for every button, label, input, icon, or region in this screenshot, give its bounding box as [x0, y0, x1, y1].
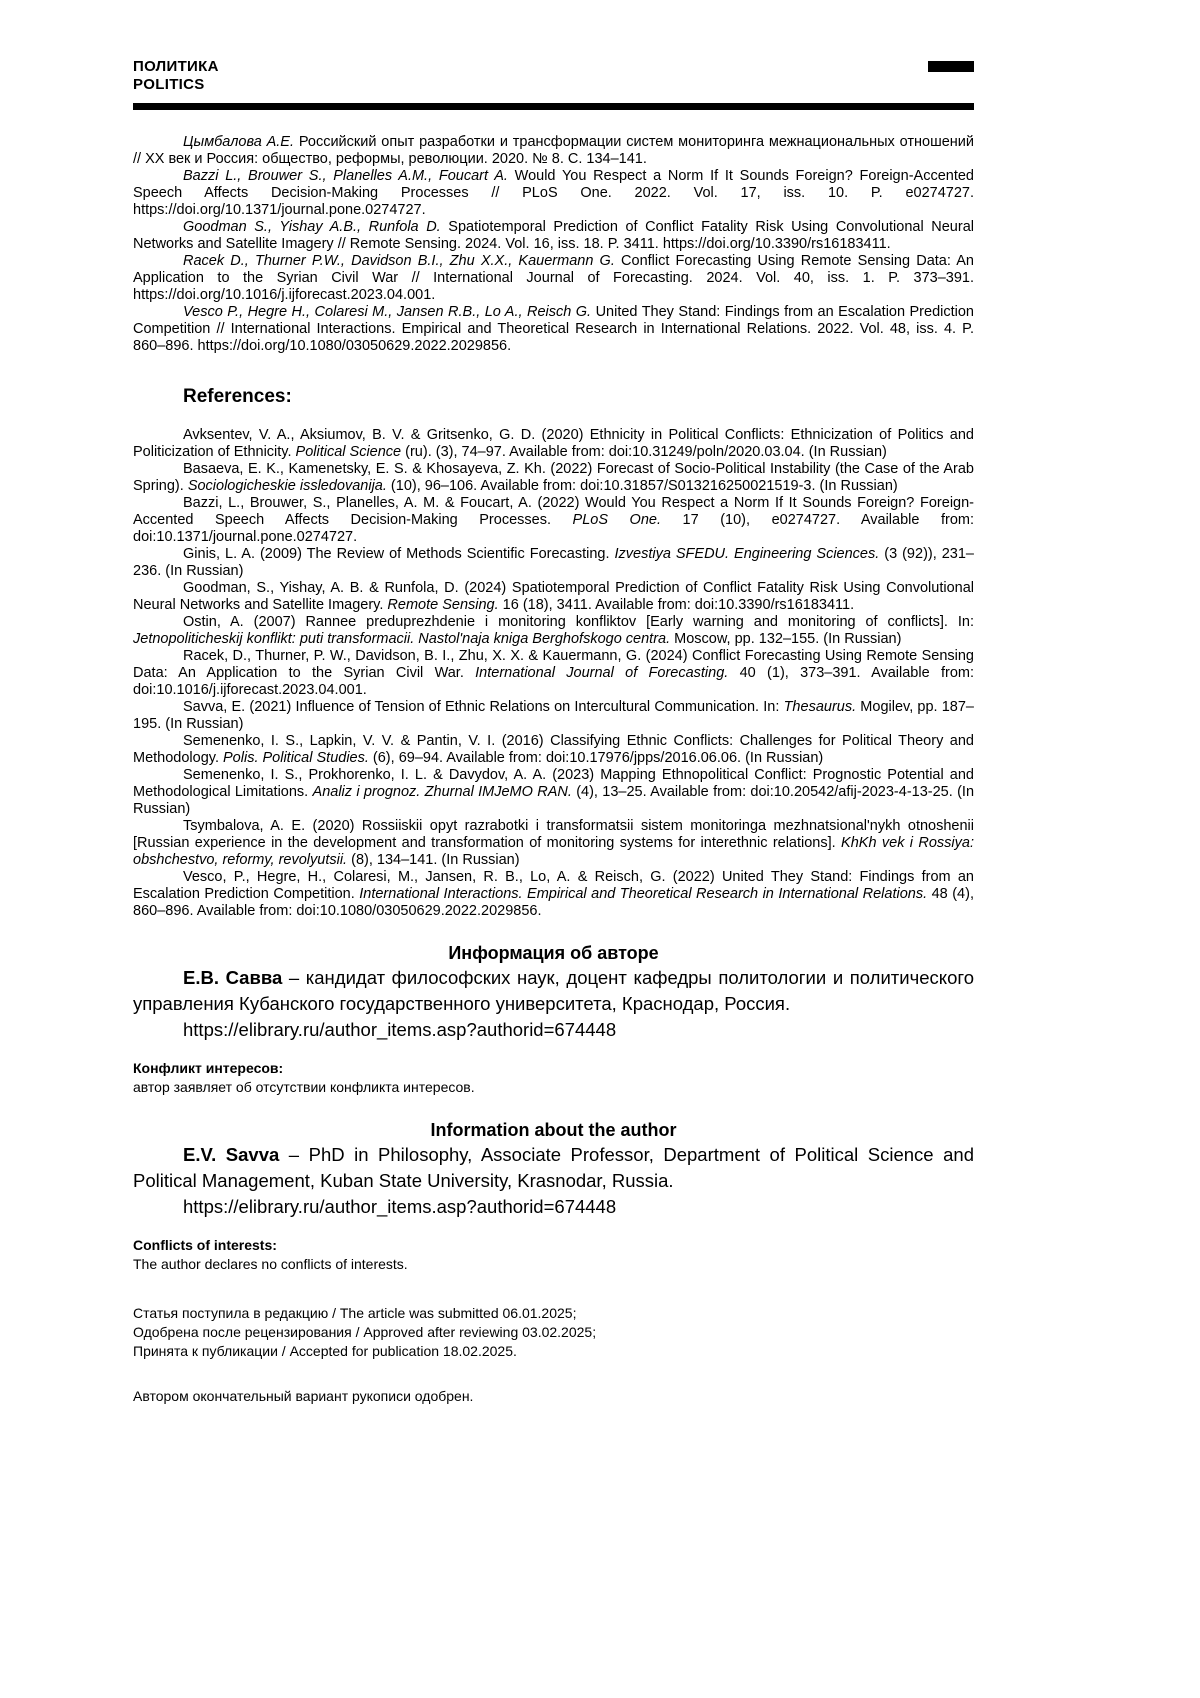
text-segment: Basaeva, E. K., Kamenetsky, E. S. & Khosayeva, Z. Kh. (2022) Forecast of Socio-Political Instability (the Case of the Arab Spring).	[133, 461, 974, 494]
author-profile-url-ru[interactable]: https://elibrary.ru/author_items.asp?authorid=674448	[183, 1019, 617, 1040]
text-segment: Moscow, pp. 132–155. (In Russian)	[670, 631, 902, 647]
references-list	[133, 427, 974, 920]
conflict-of-interest-en	[133, 1236, 974, 1274]
text-segment: Российский опыт разработки и трансформации систем мониторинга межнациональных отношений // XX век и Россия: общество, реформы, революции. 2020. № 8. С. 134–141.	[133, 134, 974, 167]
author-info-en-heading: Information about the author	[430, 1120, 677, 1140]
text-segment: (10), 96–106. Available from: doi:10.31857/S013216250021519-3. (In Russian)	[386, 478, 898, 494]
text-segment: Goodman, S., Yishay, A. B. & Runfola, D. (2024) Spatiotemporal Prediction of Conflict Fatality Risk Using Convolutional Neural Networks and Satellite Imagery.	[133, 580, 974, 613]
text-segment: Racek D., Thurner P.W., Davidson B.I., Zhu X.X., Kauermann G.	[183, 253, 615, 269]
text-segment: Jetnopoliticheskij konflikt: puti transformacii. Nastol'naja kniga Berghofskogo centra.	[133, 631, 671, 647]
text-segment: (3 (92)), 231–236. (In Russian)	[133, 546, 974, 579]
text-segment: KhKh vek i Rossiya: obshchestvo, reformy, revolyutsii.	[133, 835, 974, 868]
rubric-ru: ПОЛИТИКА	[133, 58, 219, 75]
text-segment: – PhD in Philosophy, Associate Professor, Department of Political Science and Political Management, Kuban State University, Krasnodar, Russia.	[133, 1144, 974, 1191]
russian-bibliography-list	[133, 134, 974, 355]
conflict-ru-label: Конфликт интересов:	[133, 1060, 284, 1076]
text-segment: Ostin, A. (2007) Rannee preduprezhdenie i monitoring konfliktov [Early warning and monitoring of conflicts]. In:	[183, 614, 974, 630]
text-segment: Thesaurus.	[783, 699, 857, 715]
text-segment: (ru). (3), 74–97. Available from: doi:10.31249/poln/2020.03.04. (In Russian)	[401, 444, 887, 460]
reference-entry	[133, 818, 974, 869]
author-profile-url-en[interactable]: https://elibrary.ru/author_items.asp?authorid=674448	[183, 1196, 617, 1217]
author-info-ru-text	[133, 965, 974, 1017]
conflict-of-interest-ru	[133, 1059, 974, 1097]
author-info-ru-heading: Информация об авторе	[448, 943, 659, 963]
text-segment: Remote Sensing.	[387, 597, 499, 613]
text-segment: 48 (4), 860–896. Available from: doi:10.1080/03050629.2022.2029856.	[133, 886, 974, 919]
rubric-en: POLITICS	[133, 76, 205, 93]
text-segment: PLoS One.	[572, 512, 661, 528]
reference-entry	[133, 427, 974, 461]
text-segment: Savva, E. (2021) Influence of Tension of Ethnic Relations on Intercultural Communication. In:	[183, 699, 784, 715]
text-segment: United They Stand: Findings from an Escalation Prediction Competition // International Interactions. Empirical and Theoretical Research in International Relations. 2022. Vol. 48, iss. 4. P. 860–896. https://doi.org/10.1080/03050629.2022.2029856.	[133, 304, 974, 354]
rubric-block	[133, 58, 219, 94]
text-segment: Would You Respect a Norm If It Sounds Foreign? Foreign-Accented Speech Affects Decision-Making Processes // PLoS One. 2022. Vol. 17, iss. 10. P. e0274727. https://doi.org/10.1371/journal.pone.0274727.	[133, 168, 974, 218]
text-segment: Bazzi, L., Brouwer, S., Planelles, A. M. & Foucart, A. (2022) Would You Respect a Norm If It Sounds Foreign? Foreign-Accented Speech Affects Decision-Making Processes.	[133, 495, 974, 528]
text-segment: (8), 134–141. (In Russian)	[347, 852, 520, 868]
text-segment: Spatiotemporal Prediction of Conflict Fatality Risk Using Convolutional Neural Networks and Satellite Imagery // Remote Sensing. 2024. Vol. 16, iss. 18. P. 3411. https://doi.org/10.3390/rs16183411.	[133, 219, 974, 252]
text-segment: 16 (18), 3411. Available from: doi:10.3390/rs16183411.	[498, 597, 855, 613]
header-rule	[133, 103, 974, 110]
text-segment: Polis. Political Studies.	[223, 750, 369, 766]
author-info-en-text	[133, 1142, 974, 1194]
submitted-date-line: Статья поступила в редакцию / The article was submitted 06.01.2025;	[133, 1305, 577, 1321]
text-segment: Tsymbalova, A. E. (2020) Rossiiskii opyt razrabotki i transformatsii sistem monitoringa mezhnatsional'nykh otnoshenii [Russian experience in the development and transformation of monitoring systems for interethnic relations].	[133, 818, 974, 851]
reference-entry	[133, 461, 974, 495]
text-segment: (6), 69–94. Available from: doi:10.17976/jpps/2016.06.06. (In Russian)	[368, 750, 824, 766]
accepted-date-line: Принята к публикации / Accepted for publication 18.02.2025.	[133, 1343, 517, 1359]
references-heading: References:	[183, 386, 292, 407]
text-segment: 40 (1), 373–391. Available from: doi:10.1016/j.ijforecast.2023.04.001.	[133, 665, 974, 698]
text-segment: (4), 13–25. Available from: doi:10.20542/afij-2023-4-13-25. (In Russian)	[133, 784, 975, 817]
reference-entry	[133, 699, 974, 733]
bibliography-entry	[133, 219, 974, 253]
reference-entry	[133, 733, 974, 767]
header-corner-bar	[928, 61, 974, 72]
approved-date-line: Одобрена после рецензирования / Approved after reviewing 03.02.2025;	[133, 1324, 597, 1340]
reference-entry	[133, 546, 974, 580]
bibliography-entry	[133, 168, 974, 219]
reference-entry	[133, 869, 974, 920]
bibliography-entry	[133, 134, 974, 168]
conflict-en-label: Conflicts of interests:	[133, 1237, 277, 1253]
reference-entry	[133, 767, 974, 818]
text-segment: Analiz i prognoz. Zhurnal IMJeMO RAN.	[312, 784, 572, 800]
text-segment: Political Science	[295, 444, 402, 460]
reference-entry	[133, 614, 974, 648]
final-approval-note: Автором окончательный вариант рукописи одобрен.	[133, 1388, 474, 1404]
reference-entry	[133, 648, 974, 699]
text-segment: International Interactions. Empirical and Theoretical Research in International Relations.	[359, 886, 928, 902]
text-segment: Ginis, L. A. (2009) The Review of Methods Scientific Forecasting.	[183, 546, 615, 562]
text-segment: Goodman S., Yishay A.B., Runfola D.	[183, 219, 441, 235]
text-segment: Semenenko, I. S., Lapkin, V. V. & Pantin, V. I. (2016) Classifying Ethnic Conflicts: Challenges for Political Theory and Methodology.	[133, 733, 974, 766]
journal-section-header	[133, 58, 974, 110]
text-segment: E.V. Savva	[183, 1144, 280, 1165]
bibliography-entry	[133, 304, 974, 355]
text-segment: Semenenko, I. S., Prokhorenko, I. L. & Davydov, A. A. (2023) Mapping Ethnopolitical Conflict: Prognostic Potential and Methodological Limitations.	[133, 767, 974, 800]
text-segment: Цымбалова А.Е.	[183, 134, 295, 150]
text-segment: 17 (10), e0274727. Available from: doi:10.1371/journal.pone.0274727.	[133, 512, 975, 545]
text-segment: Vesco P., Hegre H., Colaresi M., Jansen R.B., Lo A., Reisch G.	[183, 304, 592, 320]
text-segment: Е.В. Савва	[183, 967, 283, 988]
conflict-en-text: The author declares no conflicts of interests.	[133, 1256, 408, 1272]
text-segment: Izvestiya SFEDU. Engineering Sciences.	[614, 546, 880, 562]
text-segment: Avksentev, V. A., Aksiumov, B. V. & Gritsenko, G. D. (2020) Ethnicity in Political Conflicts: Ethnicization of Politics and Politicization of Ethnicity.	[133, 427, 974, 460]
article-history-dates	[133, 1304, 974, 1361]
text-segment: Vesco, P., Hegre, H., Colaresi, M., Jansen, R. B., Lo, A. & Reisch, G. (2022) United They Stand: Findings from an Escalation Prediction Competition.	[133, 869, 974, 902]
text-segment: Bazzi L., Brouwer S., Planelles A.M., Foucart A.	[183, 168, 508, 184]
text-segment: Mogilev, pp. 187–195. (In Russian)	[133, 699, 974, 732]
reference-entry	[133, 580, 974, 614]
text-segment: Sociologicheskie issledovanija.	[187, 478, 387, 494]
reference-entry	[133, 495, 974, 546]
conflict-ru-text: автор заявляет об отсутствии конфликта интересов.	[133, 1079, 475, 1095]
text-segment: Racek, D., Thurner, P. W., Davidson, B. I., Zhu, X. X. & Kauermann, G. (2024) Conflict Forecasting Using Remote Sensing Data: An Application to the Syrian Civil War.	[133, 648, 974, 681]
text-segment: International Journal of Forecasting.	[475, 665, 729, 681]
bibliography-entry	[133, 253, 974, 304]
text-segment: – кандидат философских наук, доцент кафедры политологии и политического управления Кубанского государственного университета, Краснодар, Россия.	[133, 967, 974, 1014]
text-segment: Conflict Forecasting Using Remote Sensing Data: An Application to the Syrian Civil War // International Journal of Forecasting. 2024. Vol. 40, iss. 1. P. 373–391. https://doi.org/10.1016/j.ijforecast.2023.04.001.	[133, 253, 974, 303]
